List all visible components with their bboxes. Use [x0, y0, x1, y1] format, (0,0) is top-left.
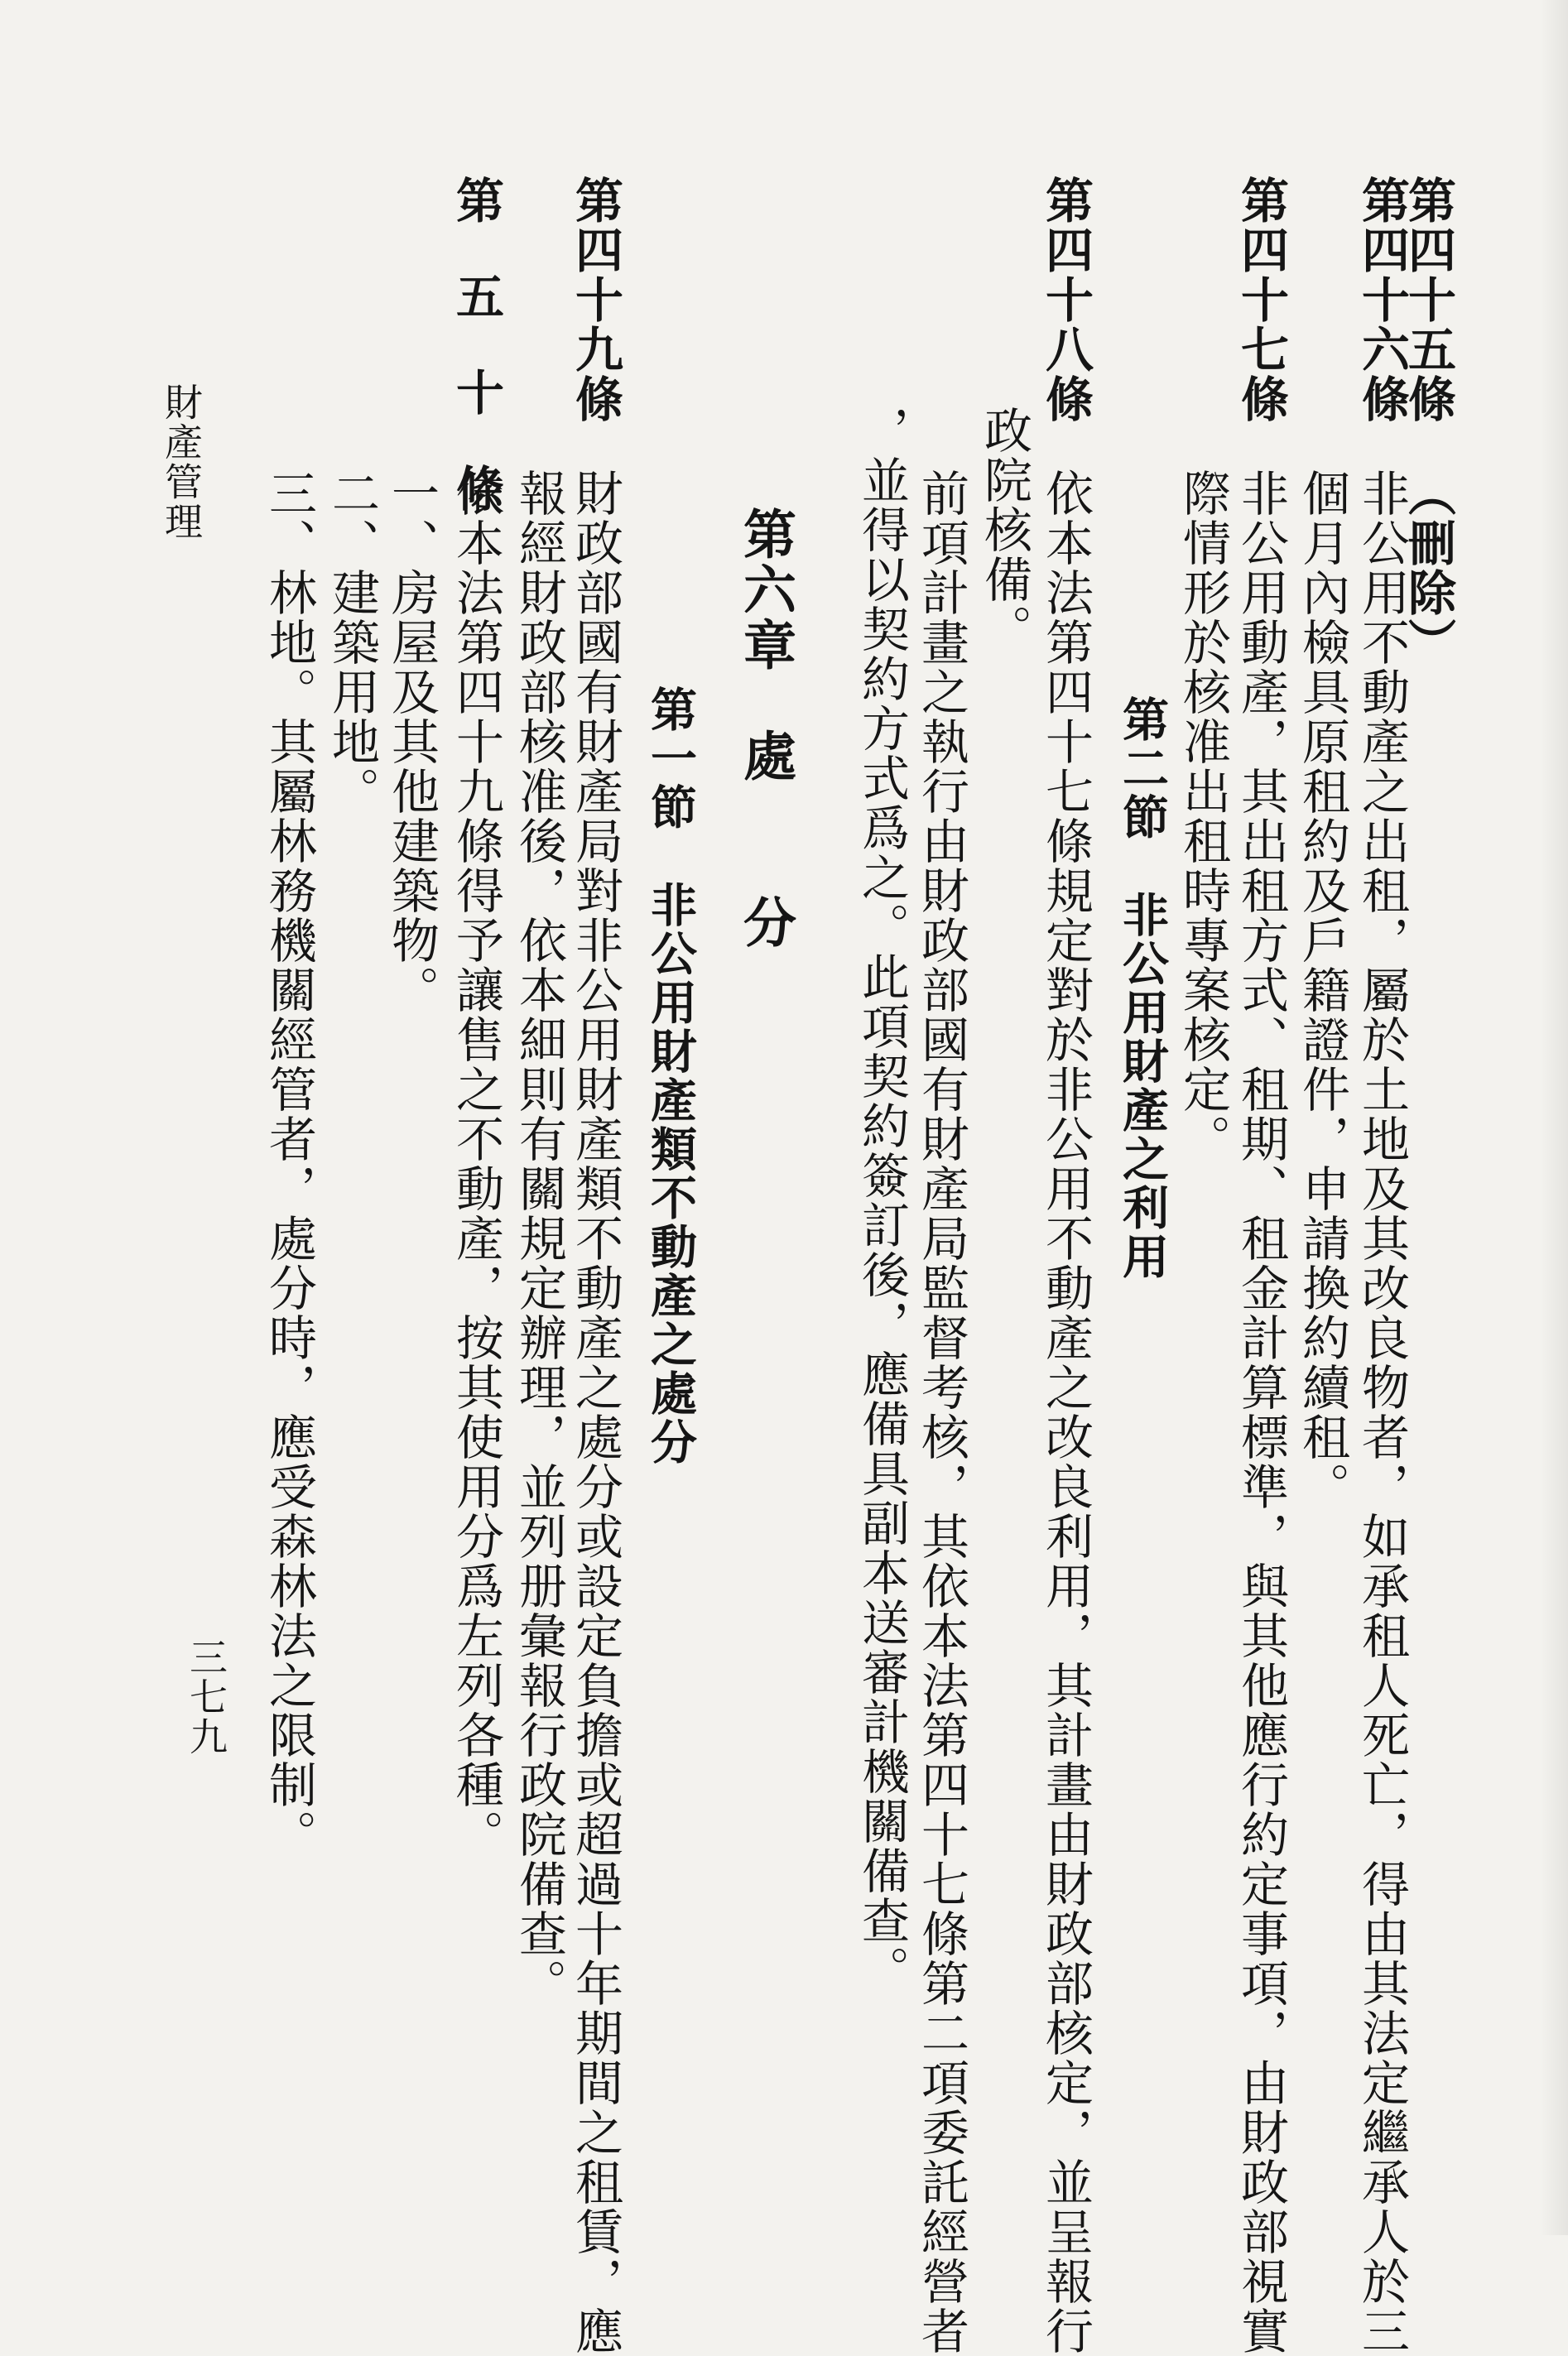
article-49-line-1: 財政部國有財產局對非公用財產類不動產之處分或設定負擔或超過十年期間之租賃，應 [567, 469, 623, 2356]
page-number: 三七九 [184, 1637, 228, 1757]
article-48-label: 第四十八條 [1037, 175, 1094, 424]
article-50-label: 第 五 十 條 [448, 175, 504, 512]
article-45-text: （刪除） [1400, 469, 1456, 667]
article-47-label: 第四十七條 [1233, 175, 1289, 424]
chapter-6-heading: 第六章 處 分 [734, 507, 796, 950]
article-50-item-2: 二、建築用地。 [324, 469, 380, 816]
article-48-line-1: 依本法第四十七條規定對於非公用不動產之改良利用，其計畫由財政部核定，並呈報行 [1037, 469, 1094, 2356]
section-2-heading: 第二節 非公用財產之利用 [1115, 695, 1170, 1281]
article-46-label: 第四十六條 [1354, 175, 1410, 424]
article-49-line-2: 報經財政部核准後，依本細則有關規定辦理，並列册彙報行政院備查。 [511, 469, 567, 2008]
article-50-item-3: 三、林地。其屬林務機關經管者，處分時，應受森林法之限制。 [261, 469, 317, 1859]
article-48-line-4: ，並得以契約方式爲之。此項契約簽訂後，應備具副本送審計機關備查。 [854, 406, 910, 1995]
article-48-line-2: 政院核備。 [976, 406, 1032, 654]
article-50-item-1: 一、房屋及其他建築物。 [383, 469, 440, 1015]
running-title: 財產管理 [159, 382, 204, 541]
article-45-label: 第四十五條 [1400, 175, 1456, 424]
article-49-label: 第四十九條 [567, 175, 623, 424]
article-47-line-1: 非公用動產，其出租方式、租期、租金計算標準，與其他應行約定事項，由財政部視實 [1233, 469, 1289, 2356]
article-50-line-1: 依本法第四十九條得予讓售之不動產，按其使用分爲左列各種。 [448, 469, 504, 1859]
article-48-line-3: 前項計畫之執行由財政部國有財產局監督考核，其依本法第四十七條第二項委託經營者 [913, 469, 969, 2356]
article-46-line-2: 個月內檢具原租約及戶籍證件，申請換約續租。 [1294, 469, 1350, 1512]
section-1-heading: 第一節 非公用財產類不動產之處分 [643, 685, 698, 1467]
page-edge-shadow [1540, 0, 1568, 2235]
article-46-line-1: 非公用不動產之出租，屬於土地及其改良物者，如承租人死亡，得由其法定繼承人於三 [1354, 469, 1410, 2356]
article-47-line-2: 際情形於核准出租時專案核定。 [1175, 469, 1231, 1164]
